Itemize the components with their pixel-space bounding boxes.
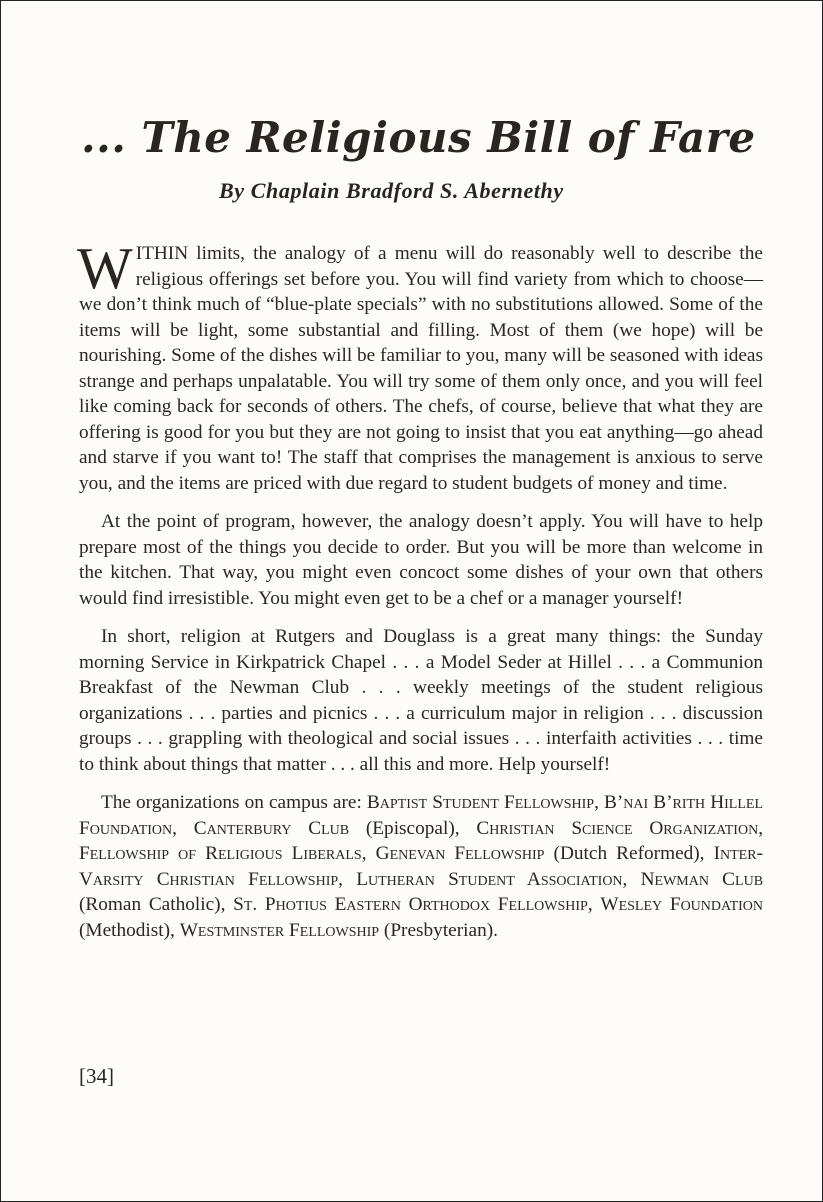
org-separator: , <box>594 792 604 813</box>
paragraph-summary: In short, religion at Rutgers and Douglass is a great many things: the Sunday morning Service in Kirkpatrick Chapel . . . a Model Seder at Hillel . . . a Communion Breakfast of the Newman Club . . . weekly meetings of the student religious organizations . . . parties and picnics . . . a curriculum major in religion . . . discussion groups . . . grappling with theological and social issues . . . interfaith activities . . . time to think about things that matter . . . all this and more. Help yourself! <box>79 626 763 775</box>
org-name: St. Photius Eastern Orthodox Fellowship <box>233 894 588 915</box>
paragraph-intro <box>77 235 763 496</box>
organizations-intro: The organizations on campus are: <box>101 792 367 813</box>
author-byline: By Chaplain Bradford S. Abernethy <box>219 178 564 203</box>
article-body <box>77 235 764 956</box>
org-separator: , <box>172 817 194 839</box>
org-separator: , <box>758 817 764 839</box>
org-note: (Dutch Reformed), <box>544 843 714 864</box>
org-name: Lutheran Student Association <box>356 868 623 890</box>
org-note: (Methodist), <box>79 919 180 941</box>
org-name: Baptist Student Fellowship <box>366 792 595 813</box>
org-separator: , <box>587 894 601 915</box>
org-name: Newman Club <box>640 868 764 890</box>
org-separator: , <box>338 868 357 890</box>
org-note: (Roman Catholic), <box>79 894 234 915</box>
paragraph-intro-text: ITHIN limits, the analogy of a menu will do reasonably well to describe the religious offerings set before you. You will find variety from which to choose—we don’t think much of “blue-plate specials” with no substitutions allowed. Some of the items will be light, some substantial and filling. Most of them (we hope) will be nourishing. Some of the dishes will be familiar to you, many will be seasoned with ideas strange and perhaps unpalatable. You will try some of them only once, and you will feel like coming back for seconds of others. The chefs, of course, believe that what they are offering is good for you but they are not going to insist that you eat anything—go ahead and starve if you want to! The staff that comprises the management is anxious to serve you, and the items are priced with due regard to student budgets of money and time. <box>79 243 763 494</box>
org-name: Inter-Varsity Christian Fellowship <box>79 843 763 890</box>
page-number: [34] <box>79 1064 114 1088</box>
org-name: Fellowship of Religious Liberals <box>79 843 362 864</box>
org-name: Westminster Fellowship <box>179 919 380 941</box>
org-name: Canterbury Club <box>193 817 350 839</box>
org-note: (Episcopal), <box>349 817 477 839</box>
org-separator: , <box>622 868 641 890</box>
org-note: (Presbyterian). <box>379 919 498 941</box>
paragraph-organizations <box>79 790 763 943</box>
org-separator: , <box>361 843 376 864</box>
org-name: Wesley Foundation <box>600 894 763 915</box>
org-name: B’nai B’rith Hillel Foundation <box>79 792 764 839</box>
org-name: Genevan Fellowship <box>375 843 545 864</box>
org-name: Christian Science Organization <box>476 817 759 839</box>
paragraph-program: At the point of program, however, the analogy doesn’t apply. You will have to help prepare most of the things you decide to order. But you will be more than welcome in the kitchen. That way, you might even concoct some dishes of your own that others would find irresistible. You might even get to be a chef or a manager yourself! <box>79 511 763 609</box>
article-title: ... The Religious Bill of Fare <box>81 113 756 162</box>
drop-cap: W <box>77 235 133 301</box>
